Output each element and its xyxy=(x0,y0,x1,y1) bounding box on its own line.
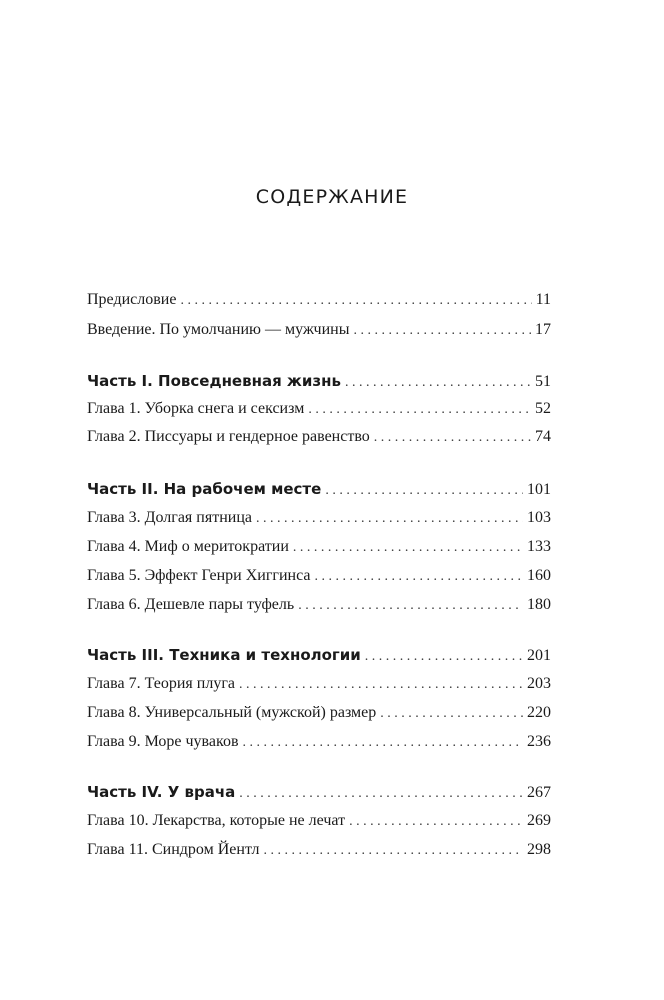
toc-entry-chapter-11 xyxy=(87,839,551,861)
toc-entry-label: Глава 8. Универсальный (мужской) размер xyxy=(87,704,377,721)
toc-entry-label: Глава 5. Эффект Генри Хиггинса xyxy=(87,567,311,584)
leader-dots xyxy=(239,783,523,805)
toc-part-label: Часть I. Повседневная жизнь xyxy=(87,372,341,390)
leader-dots xyxy=(353,320,531,342)
toc-entry-page: 201 xyxy=(527,647,551,664)
toc-entry-chapter-3 xyxy=(87,507,551,529)
toc-entry-page: 267 xyxy=(527,784,551,801)
toc-entry-page: 220 xyxy=(527,704,551,721)
page-title: СОДЕРЖАНИЕ xyxy=(255,186,409,208)
toc-entry-page: 101 xyxy=(527,481,551,498)
toc-entry-chapter-8 xyxy=(87,702,551,724)
toc-entry-chapter-10 xyxy=(87,810,551,832)
toc-entry-label: Глава 6. Дешевле пары туфель xyxy=(87,596,295,613)
toc-entry-part-2 xyxy=(87,478,551,500)
leader-dots xyxy=(293,537,523,559)
toc-entry-introduction xyxy=(87,319,551,341)
toc-entry-page: 74 xyxy=(535,428,551,445)
toc-entry-page: 52 xyxy=(535,400,551,417)
toc-entry-page: 17 xyxy=(535,321,551,338)
leader-dots xyxy=(256,508,523,530)
leader-dots xyxy=(243,732,523,754)
leader-dots xyxy=(365,646,523,668)
toc-entry-chapter-6 xyxy=(87,594,551,616)
toc-part-label: Часть III. Техника и технологии xyxy=(87,646,361,664)
toc-entry-label: Глава 10. Лекарства, которые не лечат xyxy=(87,812,346,829)
toc-entry-chapter-9 xyxy=(87,731,551,753)
toc-entry-label: Глава 11. Синдром Йентл xyxy=(87,841,260,858)
leader-dots xyxy=(325,480,523,502)
toc-entry-label: Глава 7. Теория плуга xyxy=(87,675,235,692)
toc-entry-part-4 xyxy=(87,781,551,803)
toc-entry-page: 103 xyxy=(527,509,551,526)
leader-dots xyxy=(308,399,531,421)
toc-entry-page: 269 xyxy=(527,812,551,829)
toc-entry-page: 51 xyxy=(535,373,551,390)
toc-entry-label: Глава 9. Море чуваков xyxy=(87,733,239,750)
leader-dots xyxy=(380,703,523,725)
toc-entry-chapter-7 xyxy=(87,673,551,695)
toc-entry-page: 203 xyxy=(527,675,551,692)
toc-entry-page: 180 xyxy=(527,596,551,613)
toc-entry-chapter-5 xyxy=(87,565,551,587)
toc-entry-label: Введение. По умолчанию — мужчины xyxy=(87,321,350,338)
toc-entry-page: 133 xyxy=(527,538,551,555)
toc-entry-page: 160 xyxy=(527,567,551,584)
toc-entry-label: Глава 2. Писсуары и гендерное равенство xyxy=(87,428,370,445)
toc-entry-preface xyxy=(87,289,551,311)
toc-entry-part-3 xyxy=(87,644,551,666)
toc-entry-part-1 xyxy=(87,370,551,392)
leader-dots xyxy=(239,674,523,696)
leader-dots xyxy=(264,840,523,862)
toc-part-label: Часть IV. У врача xyxy=(87,783,236,801)
leader-dots xyxy=(349,811,523,833)
leader-dots xyxy=(180,290,531,312)
toc-entry-page: 236 xyxy=(527,733,551,750)
toc-entry-chapter-1 xyxy=(87,398,551,420)
leader-dots xyxy=(314,566,523,588)
toc-entry-label: Предисловие xyxy=(87,291,177,308)
toc-part-label: Часть II. На рабочем месте xyxy=(87,480,322,498)
toc-entry-label: Глава 4. Миф о меритократии xyxy=(87,538,289,555)
leader-dots xyxy=(345,372,531,394)
toc-entry-chapter-2 xyxy=(87,426,551,448)
toc-entry-label: Глава 3. Долгая пятница xyxy=(87,509,252,526)
toc-entry-page: 11 xyxy=(535,291,551,308)
leader-dots xyxy=(374,427,531,449)
toc-entry-page: 298 xyxy=(527,841,551,858)
toc-entry-chapter-4 xyxy=(87,536,551,558)
toc-entry-label: Глава 1. Уборка снега и сексизм xyxy=(87,400,305,417)
leader-dots xyxy=(298,595,523,617)
